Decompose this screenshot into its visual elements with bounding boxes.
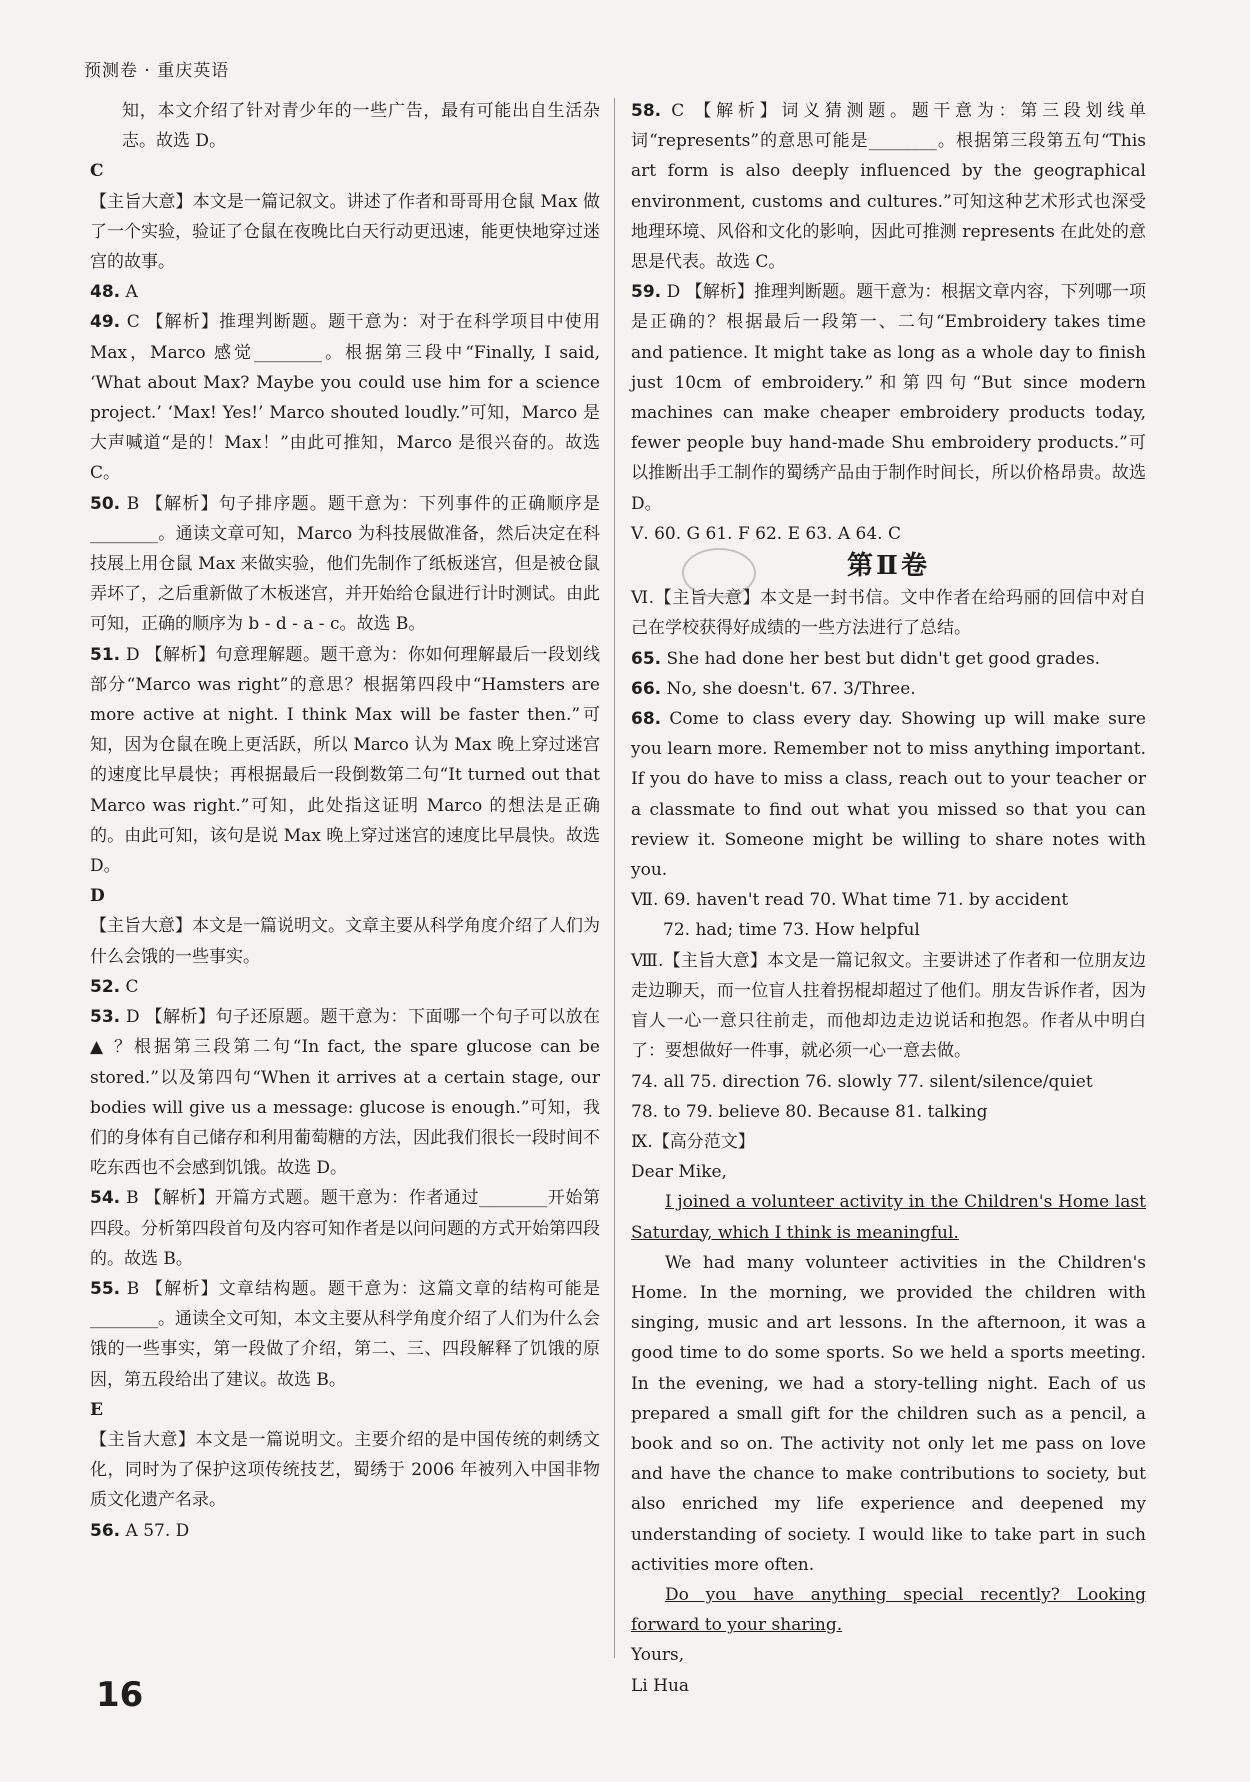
left-column (90, 96, 600, 1546)
letter-signature: Li Hua (631, 1675, 690, 1696)
summary-paragraph: Ⅷ.【主旨大意】本文是一篇记叙文。主要讲述了作者和一位朋友边走边聊天，而一位盲人拄着拐棍却超过了他们。朋友告诉作者，因为盲人一心一意只往前走，而他却边走边说话和抱怨。作者从中明白了：要想做好一件事，就必须一心一意去做。 (631, 950, 1146, 1062)
answers-part1-continued (631, 96, 1146, 549)
question-number: 59. (631, 282, 662, 303)
answer-item (90, 972, 600, 1002)
answer-text: D 【解析】推理判断题。题干意为：根据文章内容，下列哪一项是正确的？根据最后一段第一、二句“Embroidery takes time and patience. It might take as long as a whole day to finish just 10cm of embroidery.”和第四句“But since modern machines can make cheaper embroidery products today, fewer people buy hand-made Shu embroidery products.”可以推断出手工制作的蜀绣产品由于制作时间长，所以价格昂贵。故选 D。 (631, 282, 1146, 514)
answer-text: B 【解析】句子排序题。题干意为：下列事件的正确顺序是________。通读文章可知，Marco 为科技展做准备，然后决定在科技展上用仓鼠 Max 来做实验，他们先制作了纸板迷宫，但是被仓鼠弄坏了，之后重新做了木板迷宫，并开始给仓鼠进行计时测试。由此可知，正确的顺序为 b - d - a - c。故选 B。 (90, 493, 600, 635)
summary-paragraph: 【主旨大意】本文是一篇记叙文。讲述了作者和哥哥用仓鼠 Max 做了一个实验，验证了仓鼠在夜晚比白天行动更迅速，能更快地穿过迷宫的故事。 (90, 191, 600, 273)
answer-item (631, 674, 1146, 704)
answer-line: 74. all 75. direction 76. slowly 77. silent/silence/quiet (631, 1071, 1093, 1092)
answer-text: C (120, 976, 139, 997)
part2-title: 第Ⅱ卷 (847, 551, 930, 582)
page-number: 16 (96, 1675, 144, 1715)
answer-item (631, 644, 1146, 674)
question-number: 66. (631, 678, 662, 699)
section-heading: D (90, 886, 105, 907)
answers-part2 (631, 583, 1146, 1157)
answer-line: Ⅴ. 60. G 61. F 62. E 63. A 64. C (631, 523, 901, 544)
answer-text: D 【解析】句子还原题。题干意为：下面哪一个句子可以放在 ▲ ？根据第三段第二句“In fact, the spare glucose can be stored.”以及第四句“When it arrives at a certain stage, our bodies will give us a message: glucose is enough.”可知，我们的身体有自己储存和利用葡萄糖的方法，因此我们很长一段时间不吃东西也不会感到饥饿。故选 D。 (90, 1007, 600, 1179)
letter-greeting: Dear Mike, (631, 1162, 727, 1183)
model-essay (631, 1157, 1146, 1701)
answer-item (90, 489, 600, 640)
answer-text: B 【解析】开篇方式题。题干意为：作者通过________开始第四段。分析第四段首句及内容可知作者是以问问题的方式开始第四段的。故选 B。 (90, 1188, 600, 1269)
summary-paragraph: 【主旨大意】本文是一篇说明文。文章主要从科学角度介绍了人们为什么会饿的一些事实。 (90, 916, 600, 967)
question-number: 58. (631, 101, 662, 121)
answer-text: She had done her best but didn't get good grades. (661, 648, 1101, 669)
column-divider (614, 98, 615, 1658)
answer-line: 78. to 79. believe 80. Because 81. talking (631, 1101, 988, 1122)
answer-item (631, 704, 1146, 885)
answer-item (90, 1183, 600, 1274)
question-number: 53. (90, 1007, 121, 1028)
question-number: 56. (90, 1520, 121, 1541)
letter-paragraph-2: We had many volunteer activities in the Children's Home. In the morning, we provided the children with singing, music and art lessons. In the afternoon, it was a good time to do some sports. So we held a sports meeting. In the evening, we had a story-telling night. Each of us prepared a small gift for the children such as a pencil, a book and so on. The activity not only let me pass on love and have the chance to make contributions to society, but also enriched my life experience and deepened my understanding of society. I would like to take part in such activities more often. (631, 1252, 1146, 1575)
section-heading: C (90, 161, 104, 182)
section-heading: E (90, 1399, 103, 1420)
answer-line: Ⅶ. 69. haven't read 70. What time 71. by accident (631, 890, 1069, 911)
answer-text: C 【解析】词义猜测题。题干意为：第三段划线单词“represents”的意思可能是________。根据第三段第五句“This art form is also deeply influenced by the geographical environment, customs and cultures.”可知这种艺术形式也深受地理环境、风俗和文化的影响，因此可推测 represents 在此处的意思是代表。故选 C。 (631, 101, 1146, 273)
answer-item (90, 1274, 600, 1395)
question-number: 55. (90, 1278, 121, 1299)
question-number: 50. (90, 493, 121, 514)
answer-item (631, 96, 1146, 277)
question-number: 48. (90, 282, 121, 303)
answer-text: B 【解析】文章结构题。题干意为：这篇文章的结构可能是________。通读全文可知，本文主要从科学角度介绍了人们为什么会饿的一些事实，第一段做了介绍，第二、三、四段解释了饥饿的原因，第五段给出了建议。故选 B。 (90, 1278, 600, 1390)
answer-text: Come to class every day. Showing up will make sure you learn more. Remember not to miss anything important. If you do have to miss a class, reach out to your teacher or a classmate to find out what you missed so that you can review it. Someone might be willing to share notes with you. (631, 709, 1146, 881)
letter-paragraph-1: I joined a volunteer activity in the Children's Home last Saturday, which I think is meaningful. (631, 1192, 1146, 1243)
answer-text: C 【解析】推理判断题。题干意为：对于在科学项目中使用 Max，Marco 感觉________。根据第三段中“Finally, I said, ‘What about Max? Maybe you could use him for a science project.’ ‘Max! Yes!’ Marco shouted loudly.”可知，Marco 是大声喊道“是的！Max！”由此可推知，Marco 是很兴奋的。故选 C。 (90, 312, 600, 484)
answer-item (631, 277, 1146, 519)
answer-item (90, 277, 600, 307)
question-number: 52. (90, 976, 121, 997)
letter-closing: Yours, (631, 1645, 685, 1666)
answer-text: No, she doesn't. 67. 3/Three. (661, 678, 916, 699)
answer-item (90, 640, 600, 882)
summary-paragraph: 知，本文介绍了针对青少年的一些广告，最有可能出自生活杂志。故选 D。 (122, 101, 600, 152)
answer-item (90, 307, 600, 488)
question-number: 54. (90, 1188, 121, 1209)
page-header: 预测卷 · 重庆英语 (84, 61, 230, 81)
answer-item (90, 1002, 600, 1183)
right-column (631, 96, 1146, 1701)
letter-paragraph-3: Do you have anything special recently? Looking forward to your sharing. (631, 1584, 1146, 1636)
homework-stamp-icon (682, 548, 756, 598)
question-number: 51. (90, 644, 121, 665)
answer-item (90, 1516, 600, 1546)
question-number: 68. (631, 709, 662, 730)
summary-paragraph: 【主旨大意】本文是一篇说明文。主要介绍的是中国传统的刺绣文化，同时为了保护这项传统技艺，蜀绣于 2006 年被列入中国非物质文化遗产名录。 (90, 1429, 600, 1511)
question-number: 65. (631, 648, 662, 669)
answer-text: D 【解析】句意理解题。题干意为：你如何理解最后一段划线部分“Marco was right”的意思？根据第四段中“Hamsters are more active at night. I think Max will be faster then.”可知，因为仓鼠在晚上更活跃，所以 Marco 认为 Max 晚上穿过迷宫的速度比早晨快；再根据最后一段倒数第二句“It turned out that Marco was right.”可知，此处指这证明 Marco 的想法是正确的。由此可知，该句是说 Max 晚上穿过迷宫的速度比早晨快。故选 D。 (90, 644, 600, 877)
answer-line: 72. had; time 73. How helpful (663, 920, 920, 941)
summary-paragraph: Ⅵ.【主旨大意】本文是一封书信。文中作者在给玛丽的回信中对自己在学校获得好成绩的一些方法进行了总结。 (631, 588, 1146, 639)
answer-text: A (120, 282, 138, 303)
answer-line: Ⅸ.【高分范文】 (631, 1131, 755, 1152)
answer-text: A 57. D (120, 1520, 190, 1541)
question-number: 49. (90, 312, 121, 333)
